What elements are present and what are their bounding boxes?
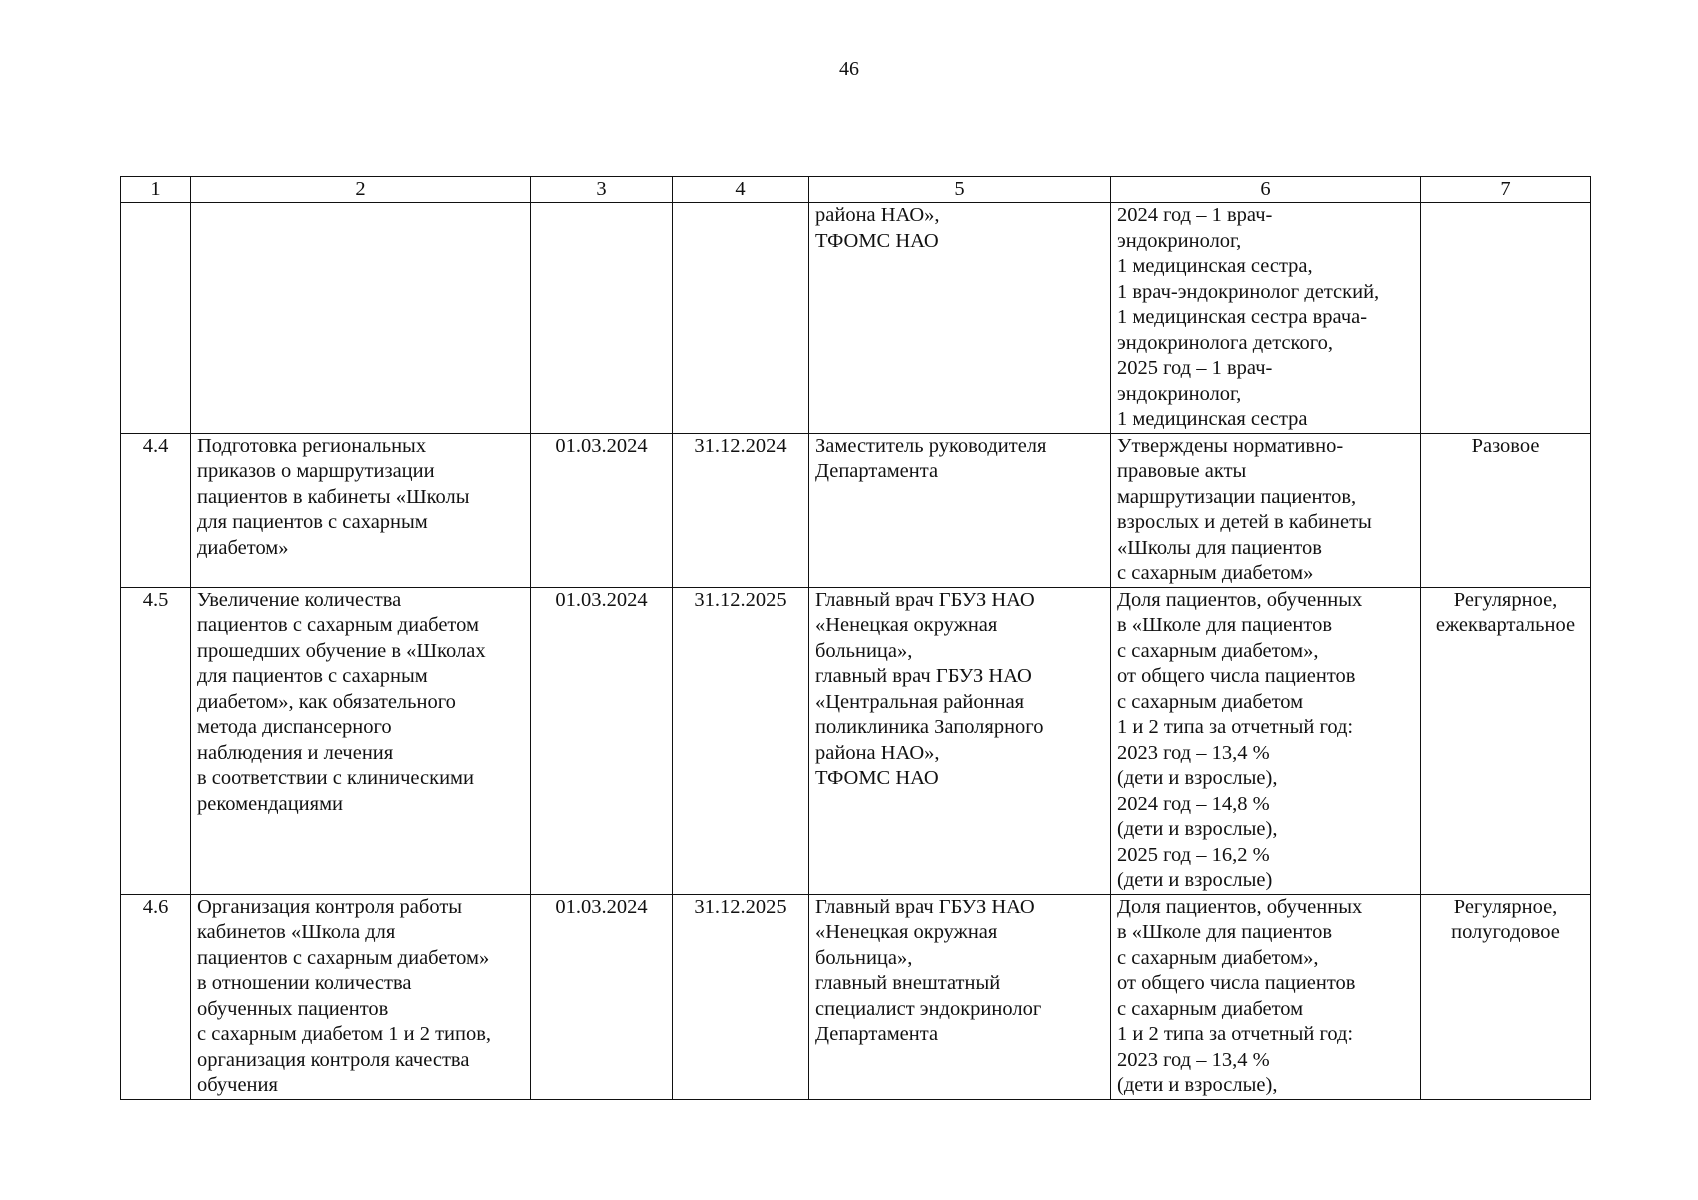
page-number: 46 — [839, 58, 859, 80]
measure-type: Регулярное, ежеквартальное — [1421, 587, 1591, 894]
expected-result: 2024 год – 1 врач- эндокринолог, 1 медицинская сестра, 1 врач-эндокринолог детский, 1 медицинская сестра врача- эндокринолога детского, 2025 год – 1 врач- эндокринолог, 1 медицинская сестра — [1111, 203, 1421, 434]
measure-type: Разовое — [1421, 433, 1591, 587]
column-number-3: 3 — [531, 177, 673, 203]
measure-type: Регулярное, полугодовое — [1421, 894, 1591, 1099]
table-row-4-4 — [121, 433, 1591, 587]
responsible-party: района НАО», ТФОМС НАО — [809, 203, 1111, 434]
table-row-4-5 — [121, 587, 1591, 894]
item-number: 4.6 — [121, 894, 191, 1099]
end-date — [673, 203, 809, 434]
responsible-party: Заместитель руководителя Департамента — [809, 433, 1111, 587]
end-date: 31.12.2025 — [673, 894, 809, 1099]
column-number-1: 1 — [121, 177, 191, 203]
table-row-continuation — [121, 203, 1591, 434]
measure-description: Организация контроля работы кабинетов «Школа для пациентов с сахарным диабетом» в отношении количества обученных пациентов с сахарным диабетом 1 и 2 типов, организация контроля качества обучения — [191, 894, 531, 1099]
item-number: 4.4 — [121, 433, 191, 587]
responsible-party: Главный врач ГБУЗ НАО «Ненецкая окружная больница», главный внештатный специалист эндокринолог Департамента — [809, 894, 1111, 1099]
measure-description — [191, 203, 531, 434]
measure-type — [1421, 203, 1591, 434]
start-date: 01.03.2024 — [531, 587, 673, 894]
column-number-4: 4 — [673, 177, 809, 203]
start-date: 01.03.2024 — [531, 894, 673, 1099]
measure-description: Подготовка региональных приказов о маршрутизации пациентов в кабинеты «Школы для пациентов с сахарным диабетом» — [191, 433, 531, 587]
expected-result: Утверждены нормативно- правовые акты маршрутизации пациентов, взрослых и детей в кабинеты «Школы для пациентов с сахарным диабетом» — [1111, 433, 1421, 587]
expected-result: Доля пациентов, обученных в «Школе для пациентов с сахарным диабетом», от общего числа пациентов с сахарным диабетом 1 и 2 типа за отчетный год: 2023 год – 13,4 % (дети и взрослые), — [1111, 894, 1421, 1099]
column-number-5: 5 — [809, 177, 1111, 203]
end-date: 31.12.2024 — [673, 433, 809, 587]
start-date: 01.03.2024 — [531, 433, 673, 587]
column-number-6: 6 — [1111, 177, 1421, 203]
column-number-row — [121, 177, 1591, 203]
column-number-7: 7 — [1421, 177, 1591, 203]
action-plan-table — [120, 176, 1591, 1100]
responsible-party: Главный врач ГБУЗ НАО «Ненецкая окружная больница», главный врач ГБУЗ НАО «Центральная районная поликлиника Заполярного района НАО», ТФОМС НАО — [809, 587, 1111, 894]
column-number-2: 2 — [191, 177, 531, 203]
item-number — [121, 203, 191, 434]
expected-result: Доля пациентов, обученных в «Школе для пациентов с сахарным диабетом», от общего числа пациентов с сахарным диабетом 1 и 2 типа за отчетный год: 2023 год – 13,4 % (дети и взрослые), 2024 год – 14,8 % (дети и взрослые), 2025 год – 16,2 % (дети и взрослые) — [1111, 587, 1421, 894]
table-row-4-6 — [121, 894, 1591, 1099]
item-number: 4.5 — [121, 587, 191, 894]
end-date: 31.12.2025 — [673, 587, 809, 894]
start-date — [531, 203, 673, 434]
measure-description: Увеличение количества пациентов с сахарным диабетом прошедших обучение в «Школах для пациентов с сахарным диабетом», как обязательного метода диспансерного наблюдения и лечения в соответствии с клиническими рекомендациями — [191, 587, 531, 894]
